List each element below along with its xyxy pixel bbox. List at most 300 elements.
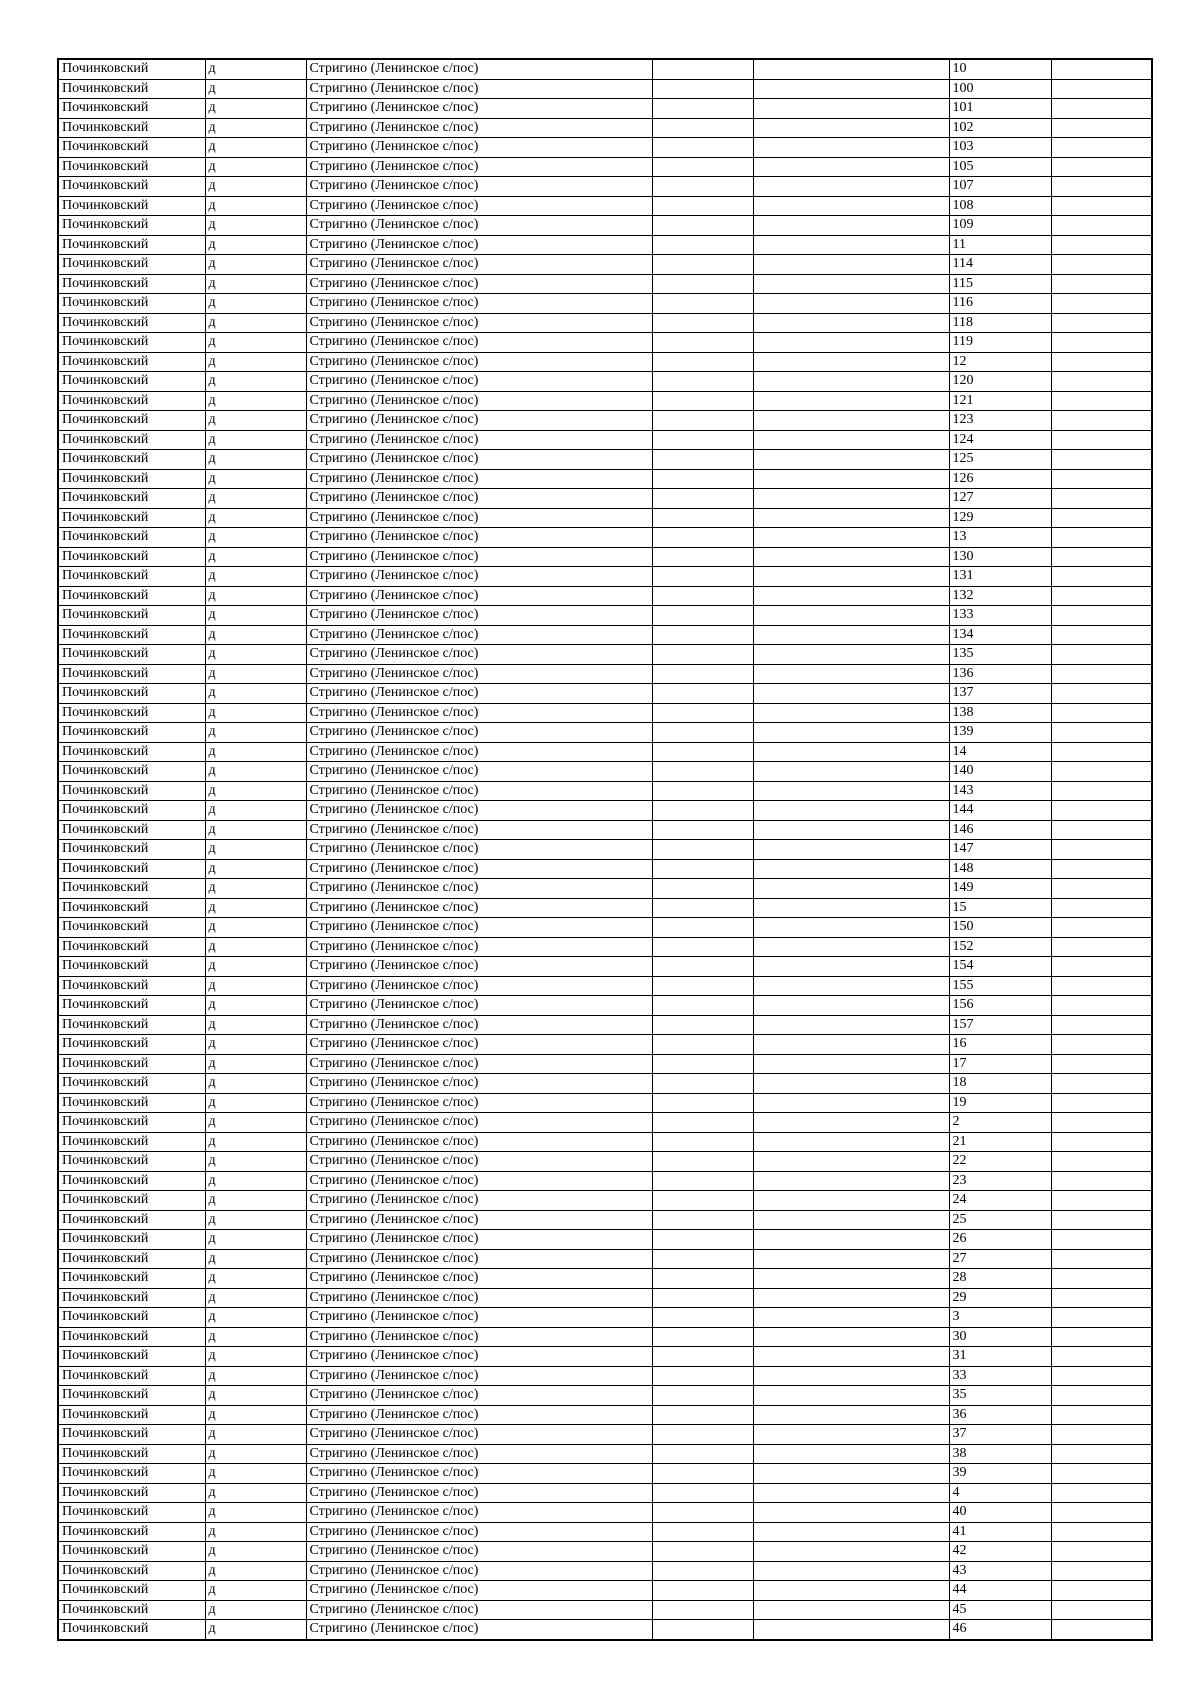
empty-cell (652, 723, 753, 743)
empty-cell (753, 937, 949, 957)
house-number-cell: 39 (949, 1464, 1051, 1484)
house-number-cell: 130 (949, 547, 1051, 567)
settlement-cell: Стригино (Ленинское с/пос) (306, 723, 652, 743)
settlement-cell: Стригино (Ленинское с/пос) (306, 196, 652, 216)
district-cell: Починковский (58, 177, 205, 197)
settlement-cell: Стригино (Ленинское с/пос) (306, 372, 652, 392)
house-number-cell: 136 (949, 664, 1051, 684)
house-number-cell: 25 (949, 1210, 1051, 1230)
table-row (58, 1171, 1152, 1191)
table-row (58, 216, 1152, 236)
empty-cell (1051, 1035, 1152, 1055)
empty-cell (753, 879, 949, 899)
empty-cell (652, 1444, 753, 1464)
empty-cell (652, 976, 753, 996)
settlement-type-cell: д (205, 762, 306, 782)
house-number-cell: 114 (949, 255, 1051, 275)
district-cell: Починковский (58, 703, 205, 723)
empty-cell (652, 1561, 753, 1581)
empty-cell (1051, 294, 1152, 314)
settlement-cell: Стригино (Ленинское с/пос) (306, 1600, 652, 1620)
empty-cell (652, 1522, 753, 1542)
district-cell: Починковский (58, 450, 205, 470)
settlement-cell: Стригино (Ленинское с/пос) (306, 1035, 652, 1055)
empty-cell (753, 606, 949, 626)
house-number-cell: 154 (949, 957, 1051, 977)
table-row (58, 138, 1152, 158)
settlement-type-cell: д (205, 684, 306, 704)
district-cell: Починковский (58, 411, 205, 431)
empty-cell (652, 918, 753, 938)
empty-cell (753, 664, 949, 684)
empty-cell (652, 1464, 753, 1484)
settlement-cell: Стригино (Ленинское с/пос) (306, 1093, 652, 1113)
table-row (58, 1503, 1152, 1523)
settlement-type-cell: д (205, 294, 306, 314)
empty-cell (753, 1464, 949, 1484)
district-cell: Починковский (58, 59, 205, 79)
empty-cell (1051, 1308, 1152, 1328)
settlement-cell: Стригино (Ленинское с/пос) (306, 216, 652, 236)
house-number-cell: 134 (949, 625, 1051, 645)
empty-cell (1051, 1210, 1152, 1230)
table-row (58, 528, 1152, 548)
district-cell: Починковский (58, 1308, 205, 1328)
settlement-type-cell: д (205, 1132, 306, 1152)
empty-cell (753, 1503, 949, 1523)
district-cell: Починковский (58, 1327, 205, 1347)
table-row (58, 957, 1152, 977)
district-cell: Починковский (58, 625, 205, 645)
empty-cell (1051, 1581, 1152, 1601)
table-row (58, 489, 1152, 509)
empty-cell (753, 762, 949, 782)
empty-cell (753, 235, 949, 255)
settlement-type-cell: д (205, 742, 306, 762)
house-number-cell: 40 (949, 1503, 1051, 1523)
district-cell: Починковский (58, 333, 205, 353)
empty-cell (1051, 1386, 1152, 1406)
empty-cell (652, 859, 753, 879)
district-cell: Починковский (58, 138, 205, 158)
house-number-cell: 124 (949, 430, 1051, 450)
table-row (58, 664, 1152, 684)
table-row (58, 1210, 1152, 1230)
empty-cell (1051, 177, 1152, 197)
house-number-cell: 44 (949, 1581, 1051, 1601)
empty-cell (753, 645, 949, 665)
empty-cell (1051, 1093, 1152, 1113)
settlement-type-cell: д (205, 625, 306, 645)
house-number-cell: 46 (949, 1620, 1051, 1640)
table-row (58, 1464, 1152, 1484)
house-number-cell: 19 (949, 1093, 1051, 1113)
settlement-type-cell: д (205, 1600, 306, 1620)
empty-cell (652, 216, 753, 236)
empty-cell (753, 1113, 949, 1133)
empty-cell (1051, 1483, 1152, 1503)
house-number-cell: 2 (949, 1113, 1051, 1133)
empty-cell (753, 1600, 949, 1620)
district-cell: Починковский (58, 508, 205, 528)
table-row (58, 196, 1152, 216)
empty-cell (753, 1191, 949, 1211)
empty-cell (1051, 918, 1152, 938)
settlement-type-cell: д (205, 567, 306, 587)
empty-cell (652, 547, 753, 567)
empty-cell (1051, 235, 1152, 255)
empty-cell (1051, 1113, 1152, 1133)
empty-cell (652, 762, 753, 782)
empty-cell (1051, 1444, 1152, 1464)
settlement-cell: Стригино (Ленинское с/пос) (306, 879, 652, 899)
settlement-cell: Стригино (Ленинское с/пос) (306, 255, 652, 275)
empty-cell (753, 586, 949, 606)
house-number-cell: 123 (949, 411, 1051, 431)
district-cell: Починковский (58, 1230, 205, 1250)
district-cell: Починковский (58, 1366, 205, 1386)
empty-cell (1051, 723, 1152, 743)
settlement-cell: Стригино (Ленинское с/пос) (306, 294, 652, 314)
settlement-cell: Стригино (Ленинское с/пос) (306, 1249, 652, 1269)
table-row (58, 762, 1152, 782)
empty-cell (1051, 1366, 1152, 1386)
empty-cell (652, 1113, 753, 1133)
district-cell: Починковский (58, 684, 205, 704)
district-cell: Починковский (58, 664, 205, 684)
table-row (58, 1483, 1152, 1503)
table-row (58, 567, 1152, 587)
settlement-cell: Стригино (Ленинское с/пос) (306, 1405, 652, 1425)
empty-cell (652, 528, 753, 548)
table-row (58, 274, 1152, 294)
settlement-cell: Стригино (Ленинское с/пос) (306, 762, 652, 782)
empty-cell (652, 840, 753, 860)
house-number-cell: 17 (949, 1054, 1051, 1074)
empty-cell (652, 996, 753, 1016)
district-cell: Починковский (58, 1113, 205, 1133)
settlement-type-cell: д (205, 840, 306, 860)
empty-cell (1051, 430, 1152, 450)
table-row (58, 450, 1152, 470)
empty-cell (1051, 996, 1152, 1016)
empty-cell (753, 196, 949, 216)
district-cell: Починковский (58, 1444, 205, 1464)
settlement-type-cell: д (205, 1444, 306, 1464)
settlement-cell: Стригино (Ленинское с/пос) (306, 840, 652, 860)
settlement-cell: Стригино (Ленинское с/пос) (306, 1542, 652, 1562)
empty-cell (1051, 859, 1152, 879)
settlement-cell: Стригино (Ленинское с/пос) (306, 489, 652, 509)
empty-cell (1051, 840, 1152, 860)
empty-cell (652, 781, 753, 801)
empty-cell (753, 528, 949, 548)
table-row (58, 606, 1152, 626)
house-number-cell: 37 (949, 1425, 1051, 1445)
settlement-cell: Стригино (Ленинское с/пос) (306, 1386, 652, 1406)
empty-cell (652, 99, 753, 119)
table-row (58, 1327, 1152, 1347)
district-cell: Починковский (58, 723, 205, 743)
house-number-cell: 4 (949, 1483, 1051, 1503)
empty-cell (652, 1230, 753, 1250)
table-row (58, 157, 1152, 177)
house-number-cell: 28 (949, 1269, 1051, 1289)
house-number-cell: 103 (949, 138, 1051, 158)
settlement-type-cell: д (205, 1581, 306, 1601)
table-row (58, 976, 1152, 996)
house-number-cell: 146 (949, 820, 1051, 840)
empty-cell (753, 489, 949, 509)
settlement-cell: Стригино (Ленинское с/пос) (306, 1503, 652, 1523)
district-cell: Починковский (58, 489, 205, 509)
empty-cell (652, 157, 753, 177)
empty-cell (652, 333, 753, 353)
empty-cell (753, 898, 949, 918)
empty-cell (652, 1425, 753, 1445)
settlement-cell: Стригино (Ленинское с/пос) (306, 1132, 652, 1152)
settlement-type-cell: д (205, 879, 306, 899)
empty-cell (1051, 255, 1152, 275)
district-cell: Починковский (58, 1620, 205, 1640)
empty-cell (1051, 469, 1152, 489)
empty-cell (652, 138, 753, 158)
district-cell: Починковский (58, 1074, 205, 1094)
house-number-cell: 137 (949, 684, 1051, 704)
settlement-type-cell: д (205, 1620, 306, 1640)
district-cell: Починковский (58, 879, 205, 899)
empty-cell (753, 450, 949, 470)
settlement-type-cell: д (205, 469, 306, 489)
empty-cell (753, 391, 949, 411)
district-cell: Починковский (58, 1503, 205, 1523)
settlement-type-cell: д (205, 606, 306, 626)
settlement-type-cell: д (205, 1347, 306, 1367)
district-cell: Починковский (58, 781, 205, 801)
settlement-type-cell: д (205, 1464, 306, 1484)
empty-cell (1051, 1269, 1152, 1289)
settlement-type-cell: д (205, 1035, 306, 1055)
settlement-type-cell: д (205, 411, 306, 431)
empty-cell (753, 567, 949, 587)
empty-cell (1051, 879, 1152, 899)
empty-cell (652, 1405, 753, 1425)
empty-cell (1051, 1171, 1152, 1191)
settlement-cell: Стригино (Ленинское с/пос) (306, 450, 652, 470)
empty-cell (1051, 645, 1152, 665)
house-number-cell: 116 (949, 294, 1051, 314)
district-cell: Починковский (58, 255, 205, 275)
table-row (58, 1288, 1152, 1308)
district-cell: Починковский (58, 235, 205, 255)
settlement-type-cell: д (205, 118, 306, 138)
empty-cell (652, 1132, 753, 1152)
settlement-type-cell: д (205, 59, 306, 79)
table-row (58, 1405, 1152, 1425)
house-number-cell: 144 (949, 801, 1051, 821)
empty-cell (753, 703, 949, 723)
district-cell: Починковский (58, 1132, 205, 1152)
district-cell: Починковский (58, 352, 205, 372)
settlement-type-cell: д (205, 1269, 306, 1289)
empty-cell (652, 1327, 753, 1347)
house-number-cell: 18 (949, 1074, 1051, 1094)
house-number-cell: 33 (949, 1366, 1051, 1386)
house-number-cell: 35 (949, 1386, 1051, 1406)
district-cell: Починковский (58, 1191, 205, 1211)
house-number-cell: 107 (949, 177, 1051, 197)
empty-cell (1051, 898, 1152, 918)
settlement-cell: Стригино (Ленинское с/пос) (306, 645, 652, 665)
empty-cell (753, 976, 949, 996)
settlement-cell: Стригино (Ленинское с/пос) (306, 1054, 652, 1074)
empty-cell (652, 1191, 753, 1211)
empty-cell (1051, 957, 1152, 977)
settlement-type-cell: д (205, 996, 306, 1016)
table-row (58, 996, 1152, 1016)
empty-cell (753, 1444, 949, 1464)
table-row (58, 1152, 1152, 1172)
district-cell: Починковский (58, 1405, 205, 1425)
empty-cell (753, 1386, 949, 1406)
house-number-cell: 16 (949, 1035, 1051, 1055)
empty-cell (753, 118, 949, 138)
settlement-type-cell: д (205, 976, 306, 996)
empty-cell (652, 177, 753, 197)
settlement-cell: Стригино (Ленинское с/пос) (306, 177, 652, 197)
settlement-type-cell: д (205, 1230, 306, 1250)
district-cell: Починковский (58, 118, 205, 138)
table-row (58, 1230, 1152, 1250)
empty-cell (652, 684, 753, 704)
house-number-cell: 115 (949, 274, 1051, 294)
district-cell: Починковский (58, 216, 205, 236)
empty-cell (652, 255, 753, 275)
settlement-type-cell: д (205, 196, 306, 216)
house-number-cell: 157 (949, 1015, 1051, 1035)
settlement-cell: Стригино (Ленинское с/пос) (306, 235, 652, 255)
house-number-cell: 100 (949, 79, 1051, 99)
empty-cell (753, 1327, 949, 1347)
empty-cell (753, 1542, 949, 1562)
empty-cell (652, 1620, 753, 1640)
settlement-type-cell: д (205, 1308, 306, 1328)
house-number-cell: 132 (949, 586, 1051, 606)
district-cell: Починковский (58, 820, 205, 840)
empty-cell (753, 352, 949, 372)
empty-cell (1051, 1132, 1152, 1152)
empty-cell (652, 1093, 753, 1113)
settlement-type-cell: д (205, 255, 306, 275)
settlement-type-cell: д (205, 1249, 306, 1269)
empty-cell (1051, 586, 1152, 606)
settlement-type-cell: д (205, 177, 306, 197)
house-number-cell: 101 (949, 99, 1051, 119)
settlement-cell: Стригино (Ленинское с/пос) (306, 742, 652, 762)
settlement-type-cell: д (205, 957, 306, 977)
empty-cell (1051, 1230, 1152, 1250)
table-row (58, 430, 1152, 450)
house-number-cell: 14 (949, 742, 1051, 762)
district-cell: Починковский (58, 1054, 205, 1074)
house-number-cell: 23 (949, 1171, 1051, 1191)
table-row (58, 79, 1152, 99)
table-row (58, 742, 1152, 762)
empty-cell (652, 703, 753, 723)
settlement-cell: Стригино (Ленинское с/пос) (306, 333, 652, 353)
empty-cell (652, 1483, 753, 1503)
settlement-cell: Стригино (Ленинское с/пос) (306, 1113, 652, 1133)
empty-cell (1051, 274, 1152, 294)
table-row (58, 99, 1152, 119)
house-number-cell: 127 (949, 489, 1051, 509)
empty-cell (1051, 1600, 1152, 1620)
settlement-type-cell: д (205, 157, 306, 177)
house-number-cell: 131 (949, 567, 1051, 587)
settlement-type-cell: д (205, 723, 306, 743)
empty-cell (753, 1132, 949, 1152)
empty-cell (1051, 1054, 1152, 1074)
table-row (58, 918, 1152, 938)
empty-cell (753, 411, 949, 431)
settlement-type-cell: д (205, 1327, 306, 1347)
empty-cell (1051, 489, 1152, 509)
settlement-cell: Стригино (Ленинское с/пос) (306, 996, 652, 1016)
settlement-cell: Стригино (Ленинское с/пос) (306, 1074, 652, 1094)
table-row (58, 372, 1152, 392)
settlement-cell: Стригино (Ленинское с/пос) (306, 1464, 652, 1484)
house-number-cell: 125 (949, 450, 1051, 470)
table-row (58, 1015, 1152, 1035)
settlement-type-cell: д (205, 1074, 306, 1094)
table-row (58, 547, 1152, 567)
empty-cell (652, 820, 753, 840)
settlement-cell: Стригино (Ленинское с/пос) (306, 1152, 652, 1172)
settlement-type-cell: д (205, 1191, 306, 1211)
house-number-cell: 30 (949, 1327, 1051, 1347)
house-number-cell: 12 (949, 352, 1051, 372)
settlement-type-cell: д (205, 1113, 306, 1133)
table-row (58, 1581, 1152, 1601)
empty-cell (1051, 1074, 1152, 1094)
empty-cell (753, 216, 949, 236)
settlement-cell: Стригино (Ленинское с/пос) (306, 1171, 652, 1191)
house-number-cell: 27 (949, 1249, 1051, 1269)
empty-cell (753, 547, 949, 567)
empty-cell (652, 59, 753, 79)
empty-cell (652, 430, 753, 450)
settlement-cell: Стригино (Ленинское с/пос) (306, 664, 652, 684)
district-cell: Починковский (58, 469, 205, 489)
district-cell: Починковский (58, 645, 205, 665)
district-cell: Починковский (58, 1269, 205, 1289)
settlement-type-cell: д (205, 1210, 306, 1230)
table-row (58, 255, 1152, 275)
settlement-cell: Стригино (Ленинское с/пос) (306, 99, 652, 119)
empty-cell (753, 957, 949, 977)
district-cell: Починковский (58, 1561, 205, 1581)
empty-cell (1051, 1561, 1152, 1581)
table-row (58, 801, 1152, 821)
empty-cell (1051, 1327, 1152, 1347)
settlement-type-cell: д (205, 801, 306, 821)
empty-cell (1051, 411, 1152, 431)
table-row (58, 313, 1152, 333)
house-number-cell: 155 (949, 976, 1051, 996)
table-row (58, 586, 1152, 606)
settlement-cell: Стригино (Ленинское с/пос) (306, 684, 652, 704)
settlement-cell: Стригино (Ленинское с/пос) (306, 1288, 652, 1308)
